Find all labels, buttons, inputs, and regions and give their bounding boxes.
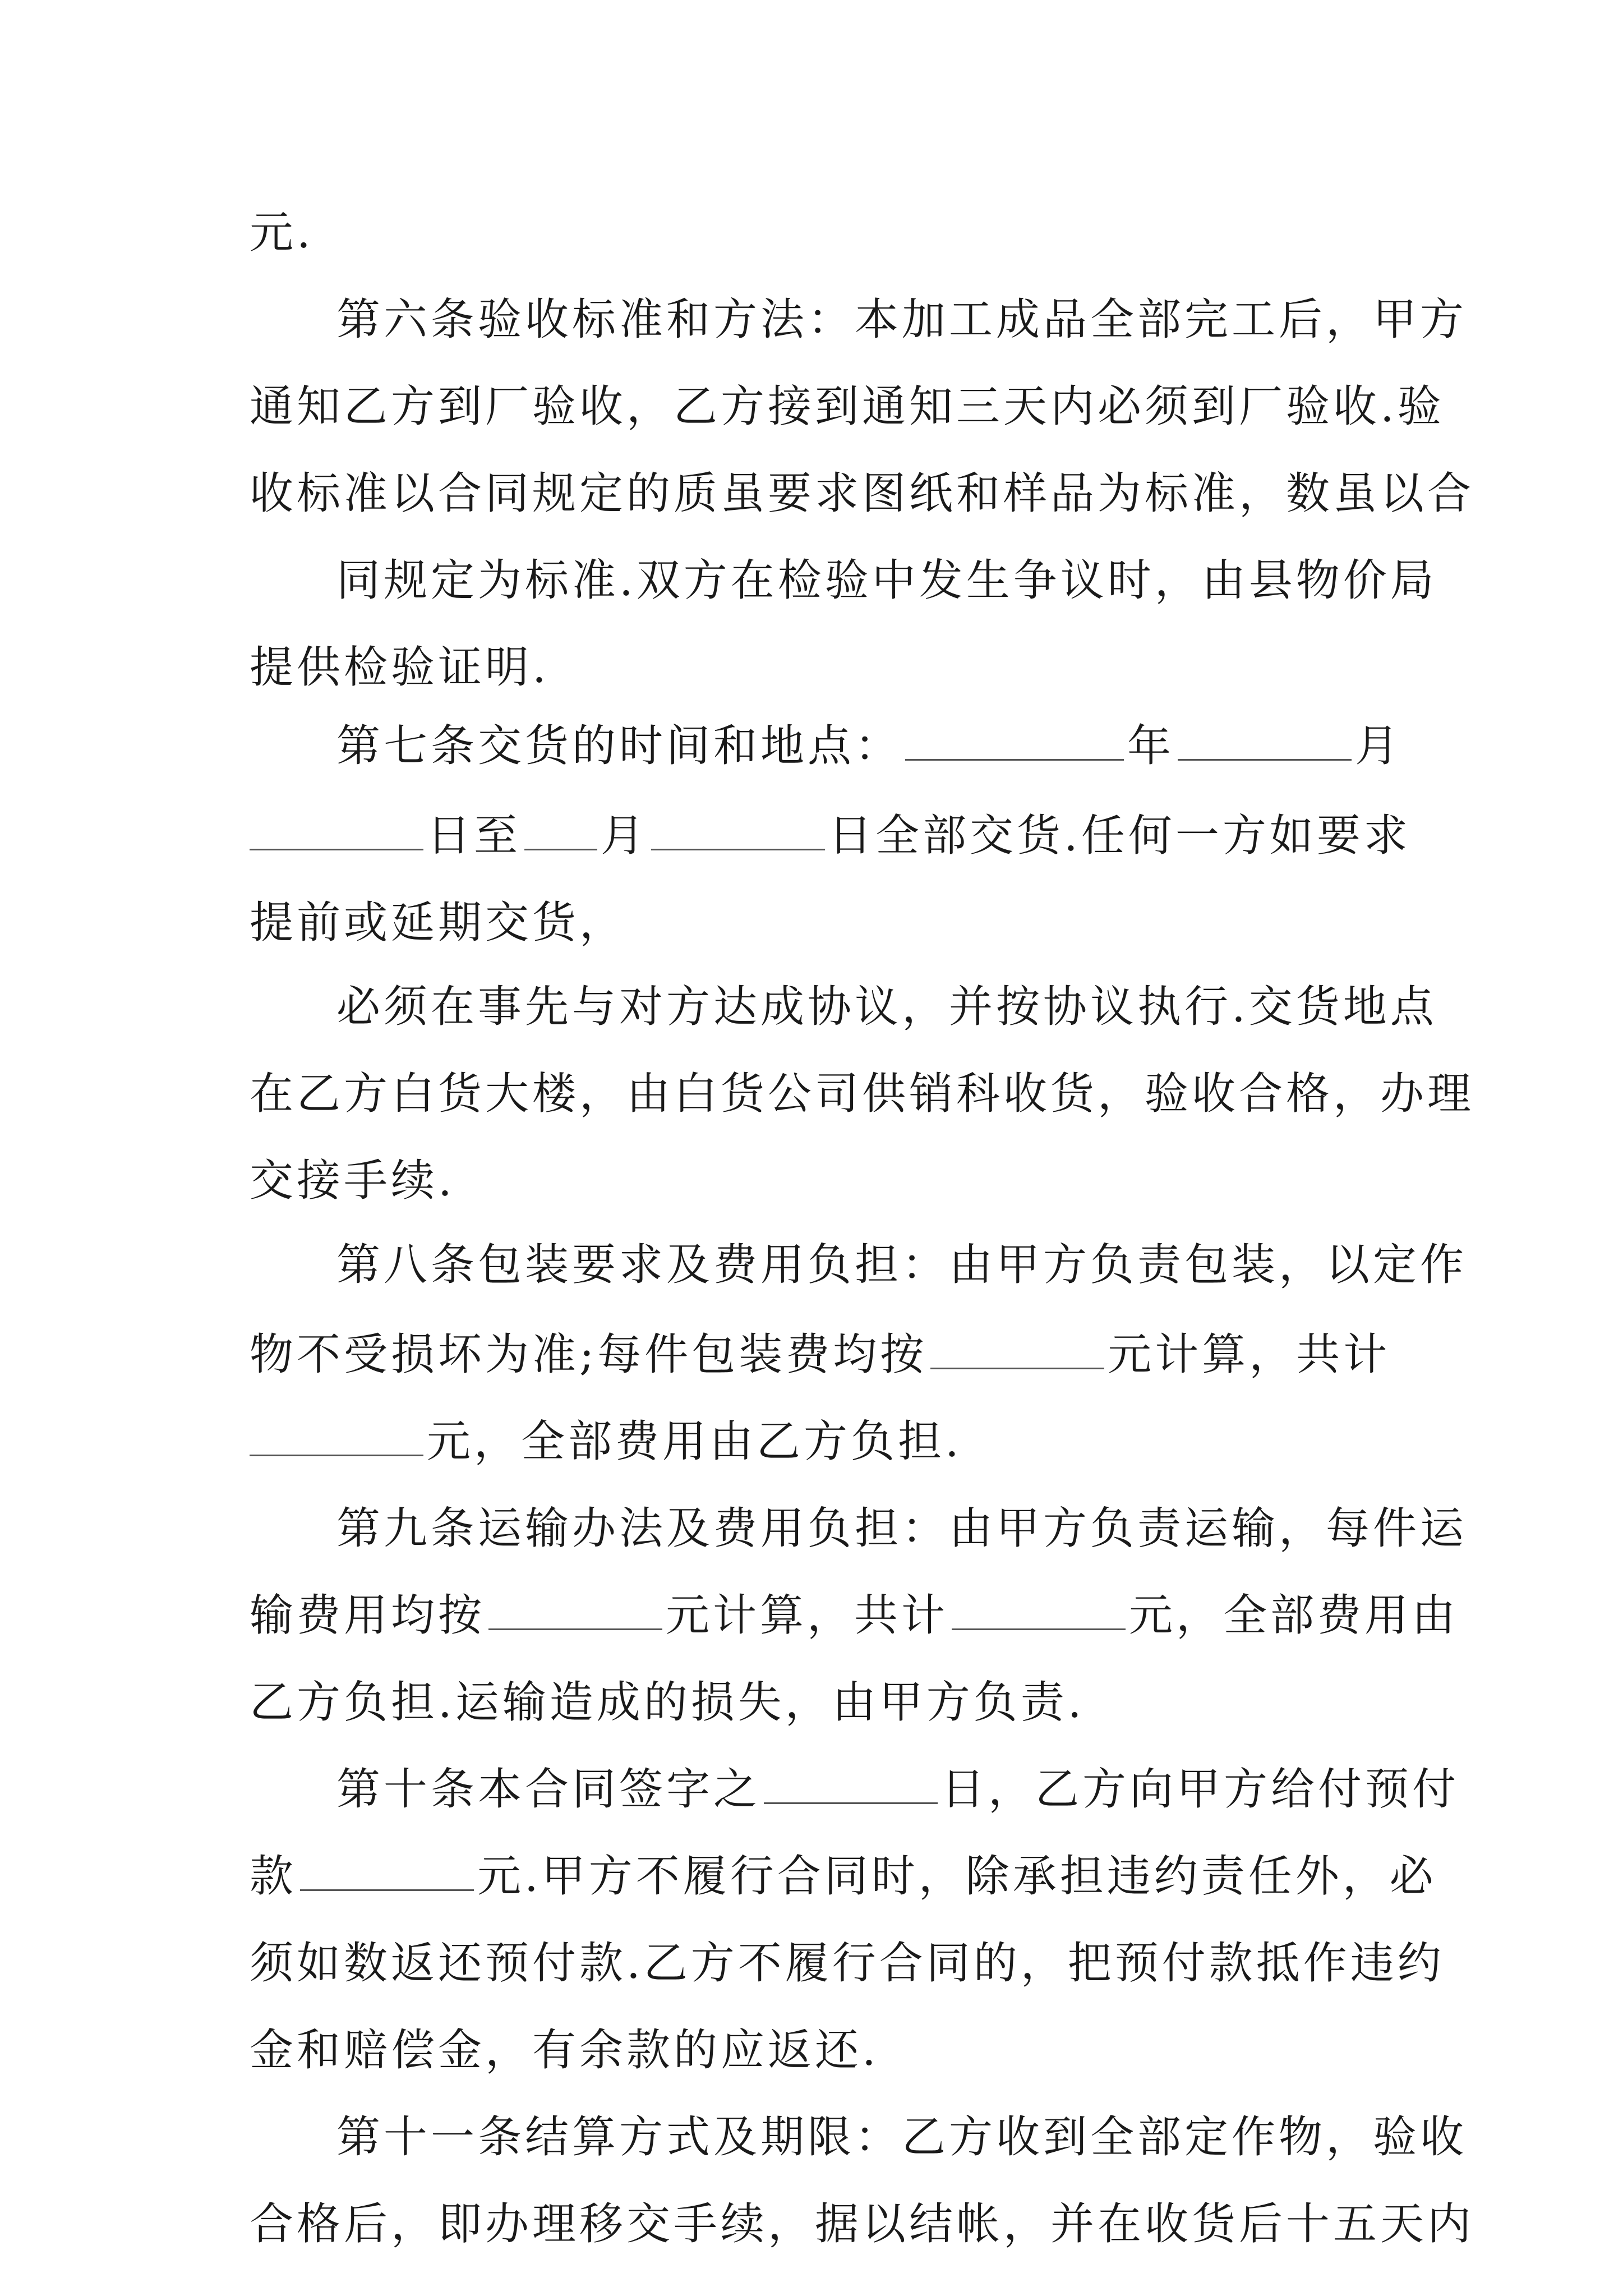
text-fragment: 第十一条结算方式及期限：乙方收到全部定作物，验收 xyxy=(336,2112,1468,2162)
text-fragment: 日至 xyxy=(427,811,522,861)
text-fragment: 元.甲方不履行合同时，除承担违约责任外，必 xyxy=(477,1851,1437,1902)
text-line xyxy=(250,1327,1390,1383)
text-line xyxy=(250,379,1445,435)
blank-line xyxy=(1178,719,1352,761)
text-fragment: 月 xyxy=(1355,721,1403,771)
text-fragment: 通知乙方到厂验收，乙方接到通知三天内必须到厂验收.验 xyxy=(250,381,1445,432)
text-fragment: 第六条验收标准和方法：本加工成品全部完工后，甲方 xyxy=(336,295,1468,345)
blank-line xyxy=(300,1849,474,1891)
text-line xyxy=(336,718,1402,774)
text-line xyxy=(250,1588,1459,1644)
text-fragment: 提供检验证明. xyxy=(250,642,550,693)
text-fragment: 提前或延期交货， xyxy=(250,898,627,948)
text-line xyxy=(336,553,1437,609)
text-line xyxy=(250,2022,879,2078)
text-line xyxy=(336,979,1437,1035)
text-line xyxy=(250,1414,962,1470)
text-line xyxy=(250,1935,1445,1991)
blank-line xyxy=(250,1414,423,1456)
blank-line xyxy=(905,719,1124,761)
blank-line xyxy=(651,808,825,850)
text-fragment: 元计算，共计 xyxy=(666,1590,949,1641)
text-line xyxy=(336,1501,1468,1557)
text-fragment: 月 xyxy=(601,811,648,861)
text-fragment: 年 xyxy=(1127,721,1175,771)
text-fragment: 元计算，共计 xyxy=(1108,1329,1391,1380)
text-fragment: 交接手续. xyxy=(250,1156,455,1206)
blank-line xyxy=(524,808,597,850)
text-fragment: 合格后，即办理移交手续，据以结帐，并在收货后十五天内 xyxy=(250,2199,1475,2249)
text-fragment: 乙方负担.运输造成的损失，由甲方负责. xyxy=(250,1677,1085,1728)
text-line xyxy=(250,205,314,261)
text-fragment: 第十条本合同签字之 xyxy=(336,1764,761,1815)
text-fragment: 元. xyxy=(250,208,314,258)
text-line xyxy=(250,1848,1437,1904)
text-line xyxy=(250,1153,455,1209)
text-fragment: 元，全部费用由 xyxy=(1129,1590,1459,1641)
text-fragment: 日全部交货.任何一方如要求 xyxy=(828,811,1411,861)
blank-line xyxy=(250,808,423,850)
text-fragment: 在乙方白货大楼，由白货公司供销科收货，验收合格，办理 xyxy=(250,1069,1475,1119)
text-fragment: 必须在事先与对方达成协议，并按协议执行.交货地点 xyxy=(336,982,1437,1032)
text-fragment: 输费用均按 xyxy=(250,1590,486,1641)
blank-line xyxy=(764,1762,938,1804)
text-line xyxy=(336,2109,1468,2165)
text-line xyxy=(336,1237,1468,1293)
text-line xyxy=(250,1674,1085,1731)
text-line xyxy=(250,895,626,951)
text-fragment: 收标准以合同规定的质虽要求图纸和样品为标准，数虽以合 xyxy=(250,468,1475,519)
text-fragment: 第七条交货的时间和地点： xyxy=(336,721,902,771)
text-fragment: 第八条包装要求及费用负担：由甲方负责包装，以定作 xyxy=(336,1240,1468,1290)
blank-line xyxy=(952,1588,1126,1630)
blank-line xyxy=(488,1588,662,1630)
blank-line xyxy=(930,1327,1104,1369)
text-fragment: 元，全部费用由乙方负担. xyxy=(427,1416,962,1467)
text-fragment: 金和赔偿金，有余款的应返还. xyxy=(250,2025,879,2076)
text-line xyxy=(250,808,1411,864)
text-fragment: 日，乙方向甲方给付预付 xyxy=(941,1764,1460,1815)
text-line xyxy=(250,466,1475,522)
text-fragment: 第九条运输办法及费用负担：由甲方负责运输，每件运 xyxy=(336,1503,1468,1554)
text-line xyxy=(250,639,550,696)
text-line xyxy=(336,1761,1459,1818)
text-fragment: 须如数返还预付款.乙方不履行合同的，把预付款抵作违约 xyxy=(250,1938,1445,1989)
text-fragment: 同规定为标准.双方在检验中发生争议时，由县物价局 xyxy=(336,555,1437,606)
text-line xyxy=(250,1066,1475,1122)
text-line xyxy=(250,2196,1475,2252)
text-fragment: 物不受损坏为准;每件包装费均按 xyxy=(250,1329,928,1380)
text-line xyxy=(336,292,1468,348)
text-fragment: 款 xyxy=(250,1851,297,1902)
